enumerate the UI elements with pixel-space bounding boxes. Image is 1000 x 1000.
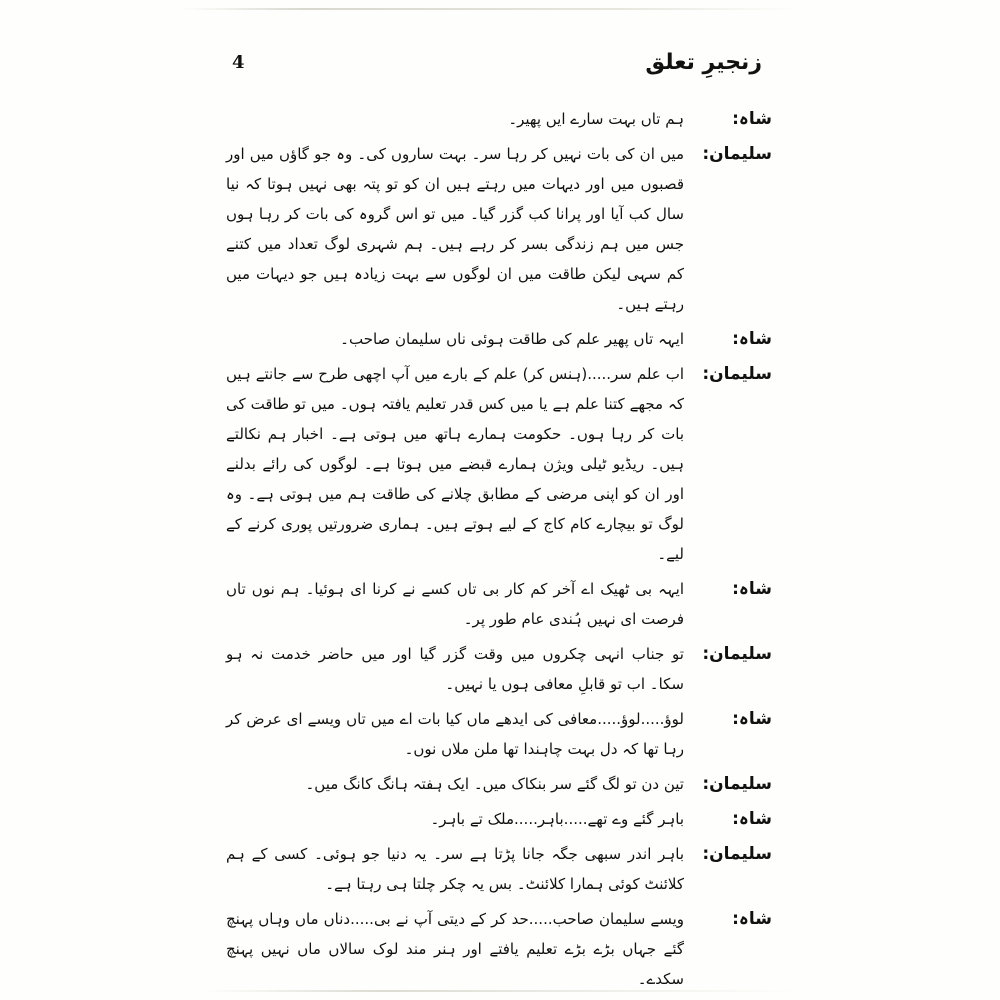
dialogue-body	[226, 104, 772, 999]
speech-text: ہم تاں بہت سارے ایں پھیر۔	[508, 110, 684, 128]
speech-text: تو جناب انہی چکروں میں وقت گزر گیا اور میں حاضر خدمت نہ ہو سکا۔ اب تو قابلِ معافی ہوں یا نہیں۔	[226, 645, 684, 693]
speech-text: ایہہ بی ٹھیک اے آخر کم کار بی تاں کسے نے کرنا ای ہوئیا۔ ہم نوں تاں فرصت ای نہیں ہُندی عام طور پر۔	[226, 580, 684, 628]
speaker-name: شاہ:	[732, 109, 772, 129]
speaker-name: سلیمان:	[702, 144, 772, 164]
speech-text: ویسے سلیمان صاحب.....حد کر کے دیتی آپ نے بی.....دناں ماں وہاں پہنچ گئے جہاں بڑے بڑے تعلیم یافتے اور ہنر مند لوک سالاں ماں نہیں پہنچ سکدے۔	[226, 910, 684, 988]
speaker-name: شاہ:	[732, 329, 772, 349]
dialogue-entry	[226, 139, 772, 319]
speech-text: ایہہ تاں پھیر علم کی طاقت ہوئی ناں سلیمان صاحب۔	[340, 330, 684, 348]
dialogue-entry	[226, 639, 772, 699]
book-title: زنجیرِ تعلق	[645, 50, 762, 75]
dialogue-entry	[226, 904, 772, 994]
dialogue-entry	[226, 804, 772, 834]
speech-text: تین دن تو لگ گئے سر بنکاک میں۔ ایک ہفتہ ہانگ کانگ میں۔	[305, 775, 684, 793]
dialogue-entry	[226, 769, 772, 799]
speaker-name: شاہ:	[732, 909, 772, 929]
speaker-name: شاہ:	[732, 709, 772, 729]
speech-text: باہر گئے وے تھے.....باہر.....ملک تے باہر۔	[430, 810, 684, 828]
speaker-name: شاہ:	[732, 809, 772, 829]
dialogue-entry	[226, 839, 772, 899]
speaker-name: شاہ:	[732, 579, 772, 599]
speaker-name: سلیمان:	[702, 844, 772, 864]
dialogue-entry	[226, 359, 772, 569]
speaker-name: سلیمان:	[702, 364, 772, 384]
speech-text: لوؤ.....لوؤ.....معافی کی ایدھے ماں کیا بات اے میں تاں ویسے ای عرض کر رہا تھا کہ دل بہت چاہندا تھا ملن ملاں نوں۔	[226, 710, 684, 758]
speaker-name: سلیمان:	[702, 774, 772, 794]
dialogue-entry	[226, 704, 772, 764]
dialogue-entry	[226, 574, 772, 634]
page-edge-bottom	[200, 990, 800, 992]
speaker-name: سلیمان:	[702, 644, 772, 664]
page-number: 4	[232, 52, 245, 73]
speech-text: اب علم سر.....(ہنس کر) علم کے بارے میں آپ اچھی طرح سے جانتے ہیں کہ مجھے کتنا علم ہے یا میں کس قدر تعلیم یافتہ ہوں۔ میں تو طاقت کی بات کر رہا ہوں۔ حکومت ہمارے ہاتھ میں ہوتی ہے۔ اخبار ہم نکالتے ہیں۔ ریڈیو ٹیلی ویژن ہمارے قبضے میں ہوتا ہے۔ لوگوں کی رائے بدلنے اور ان کو اپنی مرضی کے مطابق چلانے کی طاقت ہم میں ہوتی ہے۔ وہ لوگ تو بیچارے کام کاج کے لیے ہوتے ہیں۔ ہماری ضرورتیں پوری کرنے کے لیے۔	[226, 365, 684, 563]
dialogue-entry	[226, 324, 772, 354]
speech-text: میں ان کی بات نہیں کر رہا سر۔ بہت ساروں کی۔ وہ جو گاؤں میں اور قصبوں میں اور دیہات میں رہتے ہیں ان کو تو پتہ بھی نہیں ہوتا کہ نیا سال کب آیا اور پرانا کب گزر گیا۔ میں تو اس گروہ کی بات کر رہا ہوں جس میں ہم زندگی بسر کر رہے ہیں۔ ہم شہری لوگ تعداد میں کتنے کم سہی لیکن طاقت میں ان لوگوں سے بہت زیادہ ہیں جو دیہات میں رہتے ہیں۔	[226, 145, 684, 313]
dialogue-entry	[226, 104, 772, 134]
speech-text: باہر اندر سبھی جگہ جانا پڑتا ہے سر۔ یہ دنیا جو ہوئی۔ کسی کے ہم کلائنٹ کوئی ہمارا کلائنٹ۔ بس یہ چکر چلتا ہی رہتا ہے۔	[226, 845, 684, 893]
page-edge-top	[180, 8, 800, 10]
